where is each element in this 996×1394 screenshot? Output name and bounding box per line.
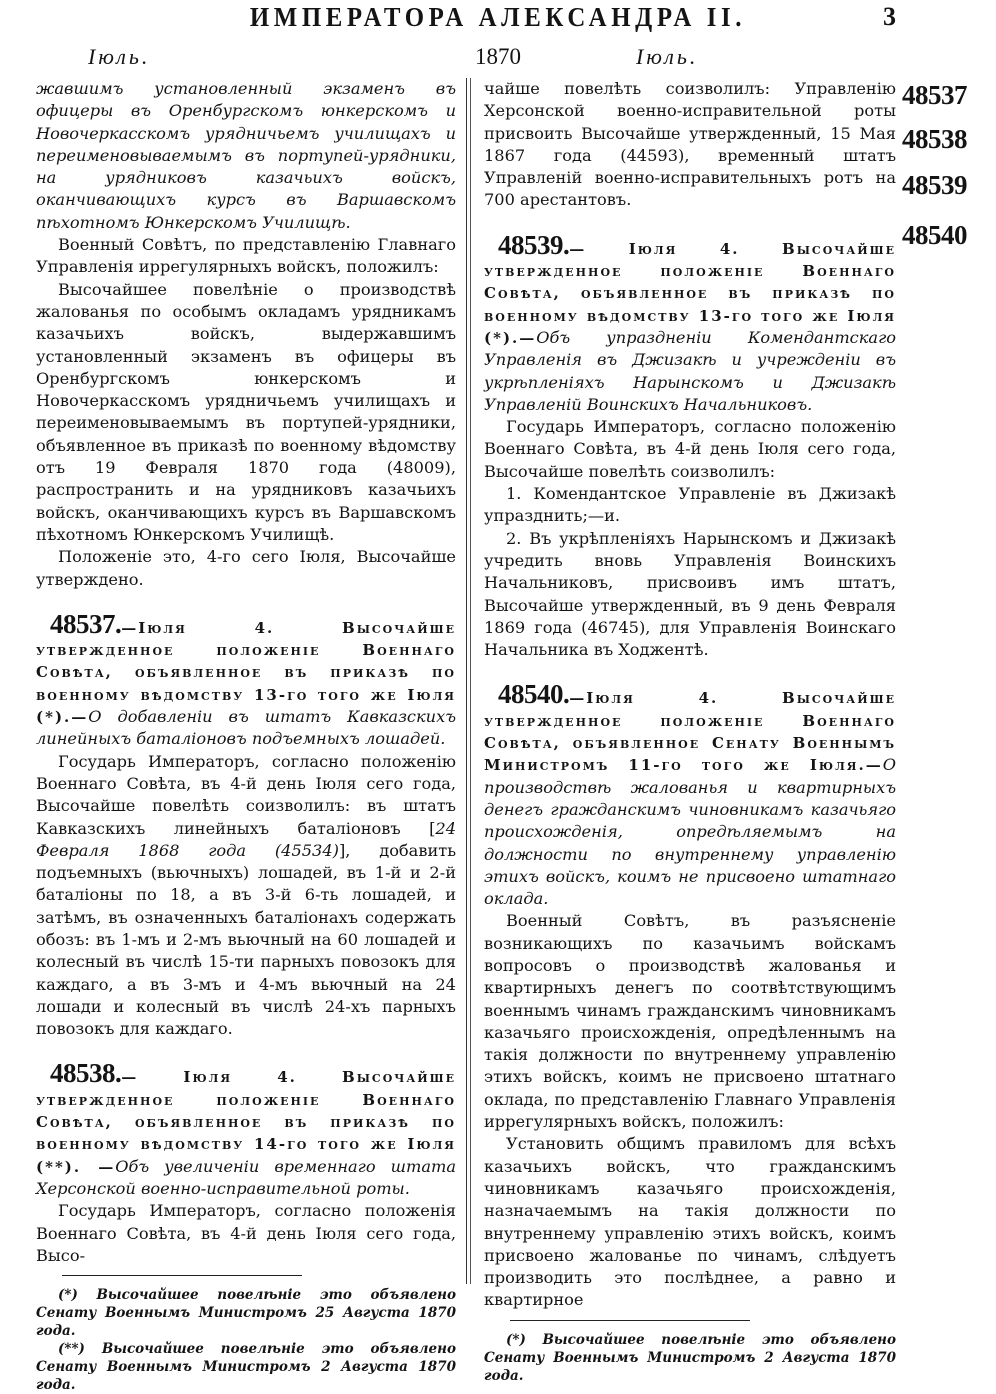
entry-48540: [484, 679, 896, 1311]
margin-entry-number: 48539: [902, 170, 967, 200]
list-item: 1. Комендантское Управленіе въ Джизакѣ упразднить;—и.: [484, 484, 896, 526]
footnote-rule: [62, 1275, 302, 1276]
entry-subject: О производствѣ жалованья и квартирныхъ денегъ гражданскимъ чиновникамъ казачьяго происхожденія, опредѣляемымъ на должности по внутреннему управленію этихъ войскъ, коимъ не присвоено штатнаго оклада.: [484, 755, 896, 909]
paragraph: Высочайшее повелѣніе о производствѣ жалованья по особымъ окладамъ урядникамъ казачьихъ войскъ, выдержавшимъ установленный экзаменъ въ офицеры въ Оренбургскомъ юнкерскомъ и Новочеркасскомъ урядничьемъ училищахъ и переименовываемымъ въ портупей-урядники, объявленное въ приказѣ по военному вѣдомству отъ 19 Февраля 1870 года (48009), распространить и на урядниковъ казачьихъ войскъ, оканчивающихъ курсъ въ Варшавскомъ пѣхотномъ Юнкерскомъ Училищѣ.: [36, 279, 456, 544]
footnote: (*) Высочайшее повелѣніе это объявлено Сенату Военнымъ Министромъ 25 Августа 1870 года.: [36, 1287, 456, 1340]
list-item: 2. Въ укрѣпленіяхъ Нарынскомъ и Джизакѣ учредить вновь Управленія Воинскихъ Начальниковъ, присвоивъ имъ штатъ, Высочайше утвержденный, въ 9 день Февраля 1869 года (46745), для Управленія Воинскаго Начальника въ Ходжентѣ.: [484, 528, 896, 660]
year-label: 1870: [475, 44, 521, 69]
entry-heading: —Іюля 4. Высочайше утвержденное положеніе Военнаго Совѣта, объявленное Сенату Военнымъ Министромъ 11-го того же Іюля.—: [484, 689, 896, 775]
entry-body: Государь Императоръ, согласно положенію Военнаго Совѣта, въ 4-й день Іюля сего года, Высочайше повелѣть соизволилъ:: [484, 417, 896, 481]
entry-48537: [36, 608, 457, 1041]
entry-subject: О добавленіи въ штатъ Кавказскихъ линейныхъ баталіоновъ подъемныхъ лошадей.: [36, 707, 456, 749]
footnote-rule: [510, 1320, 750, 1321]
entry-heading: — Іюля 4. Высочайше утвержденное положеніе Военнаго Совѣта, объявленное въ приказѣ по военному вѣдомству 13-го того же Іюля (*).—: [484, 239, 896, 347]
entry-48539: [484, 229, 896, 662]
entry-number: 48539.: [498, 229, 570, 260]
page-title: ИМПЕРАТОРА АЛЕКСАНДРА II.: [249, 2, 747, 32]
legal-reference: 24 Февраля 1868 года (45534): [36, 818, 456, 860]
column-divider: [466, 78, 471, 1284]
footnote: (*) Высочайшее повелѣніе это объявлено Сенату Военнымъ Министромъ 2 Августа 1870 года.: [484, 1331, 896, 1384]
entry-body: Государь Императоръ, согласно положенію Военнаго Совѣта, въ 4-й день Іюля сего года, Высочайше повелѣть соизволилъ: въ штатъ Кавказскихъ линейныхъ баталіоновъ [24 Февраля 1868 года (45534)], добавить подъемныхъ (вьючныхъ) лошадей, въ 1-й и 2-й баталіоны по 18, а въ 3-й 6-ть лошадей, и затѣмъ, въ означенныхъ баталіонахъ содержать обозъ: въ 1-мъ и 2-мъ вьючный на 60 лошадей и колесный въ числѣ 15-ти парныхъ повозокъ для каждаго, а въ 3-мъ и 4-мъ вьючный на 24 лошади и колесный въ числѣ 24-хъ парныхъ повозокъ для каждаго.: [36, 751, 457, 1039]
entry-subject: Объ упраздненіи Комендантскаго Управленія въ Джизакѣ и учрежденіи въ укрѣпленіяхъ Нарынскомъ и Джизакѣ Управленій Воинскихъ Начальниковъ.: [484, 327, 896, 414]
margin-entry-number: 48540: [902, 220, 967, 250]
right-column: [484, 78, 896, 1385]
entry-body: Государь Императоръ, согласно положенія Военнаго Совѣта, въ 4-й день Іюля сего года, Высо-: [36, 1201, 456, 1265]
entry-number: 48540.: [498, 679, 570, 710]
entry-heading: — Іюля 4. Высочайше утвержденное положеніе Военнаго Совѣта, объявленное въ приказѣ по военному вѣдомству 14-го того же Іюля (**). —: [36, 1068, 456, 1176]
entry-body: Установить общимъ правиломъ для всѣхъ казачьихъ войскъ, что гражданскимъ чиновникамъ казачьяго происхожденія, назначаемымъ на такія должности по внутреннему управленію этихъ войскъ, коимъ присвоено жалованье по чинамъ, слѣдуетъ производить это послѣднее, а равно и квартирное: [484, 1134, 896, 1310]
entry-number: 48538.: [50, 1058, 122, 1089]
entry-48538: [36, 1058, 456, 1267]
page-number: 3: [883, 2, 896, 31]
entry-number: 48537.: [50, 608, 122, 639]
entry-subject: Объ увеличеніи временнаго штата Херсонской военно-исправительной роты.: [36, 1156, 456, 1198]
margin-entry-number: 48538: [902, 124, 967, 154]
continuation-paragraph: чайше повелѣть соизволилъ: Управленію Херсонской военно-исправительной роты присвоить Высочайше утвержденный, 15 Мая 1867 года (44593), временный штатъ Управленій военно-исправительныхъ ротъ на 700 арестантовъ.: [484, 79, 896, 210]
intro-continuation: жавшимъ установленный экзаменъ въ офицеры въ Оренбургскомъ юнкерскомъ и Новочеркасскомъ урядничьемъ училищахъ и переименовываемымъ въ портупей-урядники, на урядниковъ казачьихъ войскъ, оканчивающихъ курсъ въ Варшавскомъ пѣхотномъ Юнкерскомъ Училищѣ.: [36, 79, 456, 232]
entry-body: Военный Совѣтъ, въ разъясненіе возникающихъ по казачьимъ войскамъ вопросовъ о производствѣ жалованья и квартирныхъ денегъ по соотвѣтствующимъ военнымъ чинамъ гражданскимъ чиновникамъ казачьяго происхожденія, опредѣленнымъ на такія должности по внутреннему управленію этихъ войскъ, коимъ не присвоено штатнаго оклада, по представленію Главнаго Управленія иррегулярныхъ войскъ, положилъ:: [484, 911, 896, 1132]
month-label-left: Іюль.: [88, 44, 151, 69]
paragraph: Военный Совѣтъ, по представленію Главнаго Управленія иррегулярныхъ войскъ, положилъ:: [36, 235, 456, 277]
margin-entry-number: 48537: [902, 80, 967, 110]
footnote: (**) Высочайшее повелѣніе это объявлено Сенату Военнымъ Министромъ 2 Августа 1870 года.: [36, 1341, 456, 1394]
month-label-right: Іюль.: [636, 44, 699, 69]
entry-heading: —Іюля 4. Высочайше утвержденное положеніе Военнаго Совѣта, объявленное въ приказѣ по военному вѣдомству 13-го того же Іюля (*).—: [36, 618, 456, 727]
paragraph: Положеніе это, 4-го сего Іюля, Высочайше утверждено.: [36, 547, 456, 589]
left-column: [36, 78, 456, 1394]
